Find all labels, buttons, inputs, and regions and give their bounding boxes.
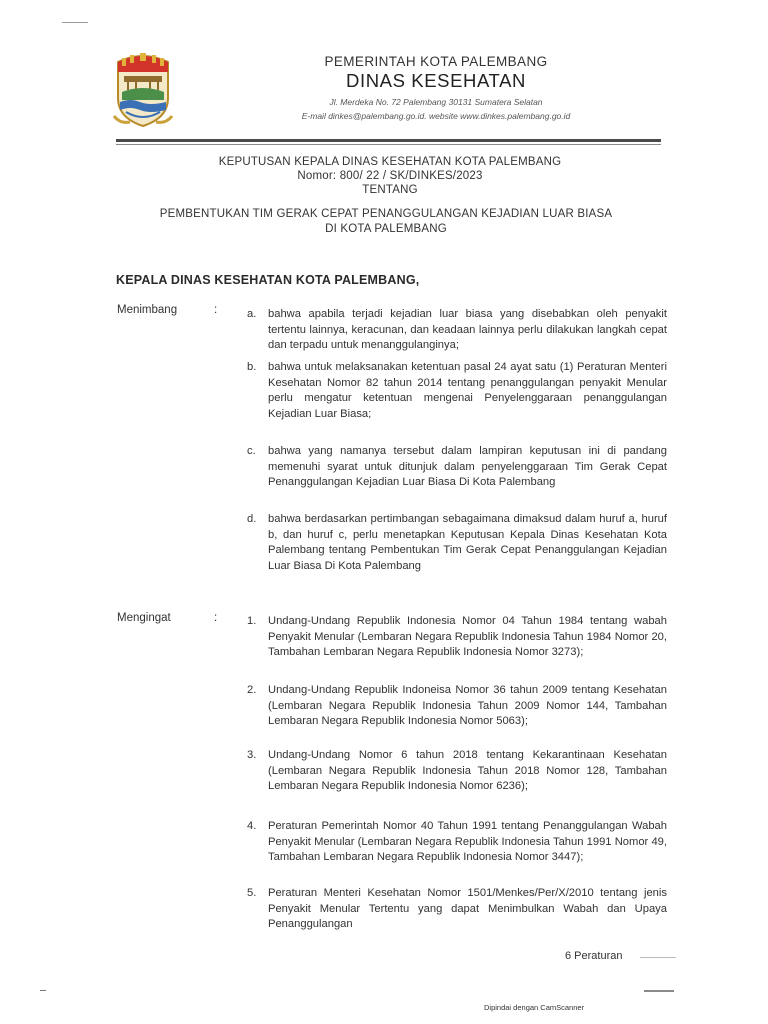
- menimbang-item: [247, 307, 667, 354]
- scanner-watermark: Dipindai dengan CamScanner: [484, 1003, 585, 1012]
- decree-subject-line: DI KOTA PALEMBANG: [325, 223, 447, 235]
- decree-tentang: TENTANG: [362, 184, 418, 196]
- item-marker: d.: [247, 513, 257, 525]
- scan-edge-mark: [40, 990, 46, 991]
- decree-title: [110, 155, 670, 197]
- menimbang-colon: :: [214, 304, 218, 316]
- item-marker: 4.: [247, 820, 257, 832]
- catchword-dash: [640, 957, 676, 958]
- item-marker: 1.: [247, 615, 257, 627]
- city-coat-of-arms-icon: [110, 52, 176, 128]
- mengingat-colon: :: [214, 612, 218, 624]
- letterhead-rule-thin: [116, 144, 661, 145]
- mengingat-item: [247, 886, 667, 933]
- menimbang-item: [247, 512, 667, 574]
- mengingat-item: [247, 748, 667, 795]
- next-page-catchword: 6 Peraturan: [565, 950, 623, 962]
- letterhead: [236, 54, 636, 121]
- decree-subject-line: PEMBENTUKAN TIM GERAK CEPAT PENANGGULANGAN KEJADIAN LUAR BIASA: [159, 208, 613, 220]
- decree-number: Nomor: 800/ 22 / SK/DINKES/2023: [297, 170, 483, 182]
- mengingat-item: [247, 614, 667, 661]
- item-marker: 5.: [247, 887, 257, 899]
- item-marker: c.: [247, 445, 256, 457]
- letterhead-rule-thick: [116, 139, 661, 142]
- org-name-agency: DINAS KESEHATAN: [346, 70, 526, 91]
- org-address: Jl. Merdeka No. 72 Palembang 30131 Sumatera Selatan: [329, 97, 543, 107]
- menimbang-item: [247, 360, 667, 422]
- org-contact: E-mail dinkes@palembang.go.id. website www.dinkes.palembang.go.id: [301, 111, 571, 121]
- mengingat-item: [247, 683, 667, 730]
- item-text: Undang-Undang Republik Indonesia Nomor 04 Tahun 1984 tentang wabah Penyakit Menular (Lembaran Negara Republik Indonesia Tahun 1984 Nomor 20, Tambahan Lembaran Negara Republik Indonesia Nomor 3273);: [268, 615, 667, 659]
- mengingat-item: [247, 819, 667, 866]
- item-marker: 3.: [247, 749, 257, 761]
- decree-title-line: KEPUTUSAN KEPALA DINAS KESEHATAN KOTA PALEMBANG: [218, 156, 562, 168]
- item-text: Undang-Undang Nomor 6 tahun 2018 tentang Kekarantinaan Kesehatan (Lembaran Negara Republik Indonesia Tahun 2018 Nomor 128, Tambahan Lembaran Negara Republik Indonesia Nomor 6236);: [268, 749, 667, 793]
- item-marker: a.: [247, 308, 257, 320]
- org-name-government: PEMERINTAH KOTA PALEMBANG: [324, 54, 548, 69]
- item-text: Undang-Undang Republik Indoneisa Nomor 36 tahun 2009 tentang Kesehatan (Lembaran Negara Republik Indonesia Tahun 2009 Nomor 144, Tambahan Lembaran Negara Republik Indonesia Nomor 5063);: [268, 684, 667, 728]
- scan-edge-mark: [644, 990, 674, 992]
- item-text: bahwa berdasarkan pertimbangan sebagaimana dimaksud dalam huruf a, huruf b, dan huruf c, perlu menetapkan Keputusan Kepala Dinas Kesehatan Kota Palembang tentang Pembentukan Tim Gerak Cepat Penanggulangan Kejadian Luar Biasa Di Kota Palembang: [268, 513, 667, 572]
- menimbang-label: Menimbang: [117, 304, 178, 316]
- item-text: Peraturan Pemerintah Nomor 40 Tahun 1991 tentang Penanggulangan Wabah Penyakit Menular (Lembaran Negara Republik Indonesia Tahun 1991 Nomor 49, Tambahan Lembaran Negara Republik Indonesia Nomor 3447);: [268, 820, 667, 864]
- item-text: bahwa yang namanya tersebut dalam lampiran keputusan ini di pandang memenuhi syarat untuk ditunjuk dalam penyelenggaraan Tim Gerak Cepat Penanggulangan Kejadian Luar Biasa Di Kota Palembang: [268, 445, 667, 489]
- scan-mark: [62, 22, 88, 23]
- mengingat-label: Mengingat: [117, 612, 171, 624]
- menimbang-item: [247, 444, 667, 491]
- item-marker: 2.: [247, 684, 257, 696]
- decree-subject: [106, 207, 666, 237]
- authority-heading: KEPALA DINAS KESEHATAN KOTA PALEMBANG,: [116, 273, 420, 287]
- item-text: Peraturan Menteri Kesehatan Nomor 1501/Menkes/Per/X/2010 tentang jenis Penyakit Menular Tertentu yang dapat Menimbulkan Wabah dan Upaya Penanggulangan: [268, 887, 667, 931]
- item-text: bahwa apabila terjadi kejadian luar biasa yang disebabkan oleh penyakit tertentu lainnya, keracunan, dan keadaan lainnya perlu dilakukan langkah cepat dan terpadu untuk menanggulanginya;: [268, 308, 667, 352]
- item-marker: b.: [247, 361, 257, 373]
- item-text: bahwa untuk melaksanakan ketentuan pasal 24 ayat satu (1) Peraturan Menteri Kesehatan Nomor 82 tahun 2014 tentang penanggulangan penyakit Menular perlu mengatur ketentuan mengenai Penyelenggaraan penanggulangan Kejadian Luar Biasa;: [268, 361, 667, 420]
